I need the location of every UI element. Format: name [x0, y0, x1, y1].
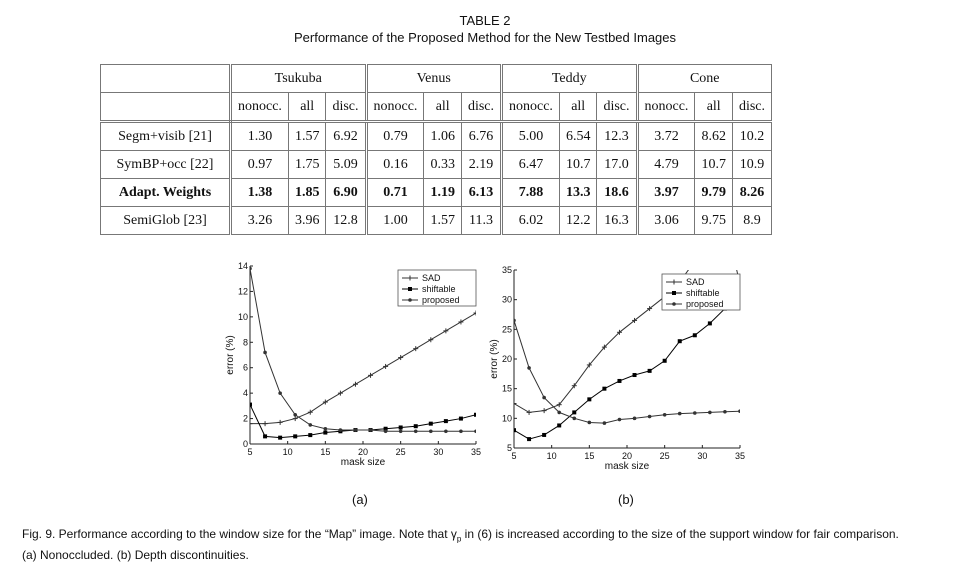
data-point — [474, 311, 479, 316]
data-point — [324, 427, 328, 431]
y-tick-label: 6 — [242, 362, 248, 373]
corner-cell — [101, 65, 231, 93]
table-cell: 1.30 — [231, 122, 289, 151]
table-cell: 8.9 — [732, 207, 771, 235]
data-point — [693, 333, 697, 337]
x-tick-label: 35 — [470, 447, 482, 457]
table-cell: 7.88 — [502, 179, 560, 207]
y-tick-label: 10 — [237, 311, 248, 322]
data-point — [557, 423, 561, 427]
series-line — [250, 313, 476, 424]
table-cell: 1.57 — [424, 207, 462, 235]
y-tick-label: 2 — [242, 413, 248, 424]
table-cell: 0.16 — [366, 151, 424, 179]
data-point — [587, 397, 591, 401]
y-tick-label: 30 — [501, 294, 512, 305]
series-proposed — [512, 319, 742, 425]
table-cell: 4.79 — [637, 151, 695, 179]
data-point — [708, 321, 712, 325]
data-point — [278, 391, 282, 395]
table-cell: 0.33 — [424, 151, 462, 179]
data-point — [617, 379, 621, 383]
metric-header: disc. — [732, 93, 771, 122]
table-header-datasets — [101, 65, 772, 93]
figure-caption — [22, 526, 962, 564]
data-point — [398, 355, 403, 360]
table-cell: 1.00 — [366, 207, 424, 235]
table-row — [101, 179, 772, 207]
table-cell: 6.02 — [502, 207, 560, 235]
data-point — [512, 401, 517, 406]
data-point — [527, 366, 531, 370]
y-axis-label: error (%) — [489, 339, 500, 379]
data-point — [648, 415, 652, 419]
data-point — [459, 417, 463, 421]
table-cell: 0.79 — [366, 122, 424, 151]
y-tick-label: 20 — [501, 354, 512, 364]
table-cell: 11.3 — [461, 207, 501, 235]
data-point — [414, 429, 418, 433]
caption-line1: Fig. 9. Performance according to the window size for the “Map” image. Note that γ — [22, 527, 457, 541]
series-SAD — [512, 214, 743, 415]
y-axis-label: error (%) — [225, 335, 236, 375]
table-cell: 0.71 — [366, 179, 424, 207]
data-point — [263, 421, 268, 426]
table-cell: 3.96 — [288, 207, 326, 235]
dataset-header: Cone — [637, 65, 772, 93]
data-point — [707, 235, 712, 240]
table-cell: 2.19 — [461, 151, 501, 179]
legend-label: proposed — [686, 299, 724, 309]
x-tick-label: 30 — [697, 451, 708, 461]
series-line — [514, 320, 740, 423]
table-cell: 12.8 — [326, 207, 366, 235]
data-point — [399, 425, 403, 429]
metric-header: nonocc. — [366, 93, 424, 122]
table-cell: 9.75 — [695, 207, 733, 235]
data-point — [618, 418, 622, 422]
table-cell: 5.09 — [326, 151, 366, 179]
data-point — [572, 417, 576, 421]
metric-header: disc. — [326, 93, 366, 122]
method-name: SemiGlob [23] — [101, 207, 231, 235]
data-point — [354, 428, 358, 432]
legend-label: shiftable — [422, 284, 456, 294]
data-point — [308, 423, 312, 427]
series-SAD — [248, 311, 479, 427]
y-tick-label: 0 — [242, 439, 248, 449]
table-cell: 12.3 — [597, 122, 637, 151]
table-cell: 12.2 — [559, 207, 597, 235]
data-point — [429, 422, 433, 426]
y-tick-label: 25 — [501, 324, 512, 335]
x-tick-label: 15 — [584, 451, 595, 461]
data-point — [444, 419, 448, 423]
results-table — [100, 64, 772, 235]
legend-label: SAD — [422, 273, 441, 283]
chart-b-svg — [486, 262, 756, 474]
dataset-header: Tsukuba — [231, 65, 367, 93]
x-tick-label: 20 — [357, 447, 369, 457]
data-point — [542, 433, 546, 437]
data-point — [293, 413, 297, 417]
data-point — [459, 429, 463, 433]
data-point — [323, 431, 327, 435]
method-name: Segm+visib [21] — [101, 122, 231, 151]
table-row — [101, 122, 772, 151]
data-point — [429, 429, 433, 433]
table-cell: 1.85 — [288, 179, 326, 207]
table-cell: 6.47 — [502, 151, 560, 179]
table-cell: 10.7 — [559, 151, 597, 179]
data-point — [572, 410, 576, 414]
y-tick-label: 5 — [506, 443, 512, 453]
series-line — [514, 297, 740, 439]
table-cell: 10.9 — [732, 151, 771, 179]
data-point — [369, 428, 373, 432]
table-cell: 1.06 — [424, 122, 462, 151]
data-point — [399, 429, 403, 433]
dataset-header: Venus — [366, 65, 502, 93]
y-tick-label: 4 — [242, 388, 248, 399]
data-point — [633, 417, 637, 421]
table-title: Performance of the Proposed Method for the New Testbed Images — [293, 30, 677, 45]
legend-label: shiftable — [686, 288, 720, 298]
series-line — [514, 217, 740, 413]
table-cell: 1.38 — [231, 179, 289, 207]
subcaption-a: (a) — [352, 492, 368, 507]
data-point — [308, 433, 312, 437]
table-cell: 3.06 — [637, 207, 695, 235]
table-label: TABLE 2 — [459, 13, 511, 28]
y-tick-label: 35 — [501, 265, 512, 275]
data-point — [278, 420, 283, 425]
table-cell: 3.97 — [637, 179, 695, 207]
table-cell: 13.3 — [559, 179, 597, 207]
method-name: SymBP+occ [22] — [101, 151, 231, 179]
data-point — [542, 396, 546, 400]
table-cell: 10.2 — [732, 122, 771, 151]
data-point — [588, 421, 592, 425]
data-point — [527, 437, 531, 441]
data-point — [293, 434, 297, 438]
data-point — [368, 373, 373, 378]
table-cell: 1.75 — [288, 151, 326, 179]
data-point — [458, 319, 463, 324]
table-cell: 9.79 — [695, 179, 733, 207]
data-point — [428, 337, 433, 342]
chart-a — [222, 258, 492, 475]
data-point — [278, 436, 282, 440]
x-axis-label: mask size — [340, 457, 386, 468]
data-point — [648, 369, 652, 373]
x-tick-label: 25 — [659, 451, 670, 461]
y-tick-label: 14 — [237, 261, 248, 271]
caption-subscript: p — [456, 534, 462, 544]
metric-header: nonocc. — [231, 93, 289, 122]
metric-header: all — [288, 93, 326, 122]
data-point — [708, 411, 712, 415]
data-point — [248, 421, 253, 426]
data-point — [353, 382, 358, 387]
metric-header: disc. — [461, 93, 501, 122]
table-cell: 6.76 — [461, 122, 501, 151]
data-point — [339, 428, 343, 432]
dataset-header: Teddy — [502, 65, 638, 93]
data-point — [603, 421, 607, 425]
table-cell: 6.54 — [559, 122, 597, 151]
data-point — [263, 351, 267, 355]
data-point — [248, 403, 252, 407]
table-cell: 6.13 — [461, 179, 501, 207]
x-tick-label: 10 — [282, 447, 293, 457]
data-point — [293, 416, 298, 421]
table-cell: 17.0 — [597, 151, 637, 179]
metric-header: all — [559, 93, 597, 122]
y-tick-label: 10 — [501, 413, 512, 424]
data-point — [474, 429, 478, 433]
metric-header: all — [424, 93, 462, 122]
data-point — [663, 413, 667, 417]
table-cell: 8.62 — [695, 122, 733, 151]
data-point — [678, 339, 682, 343]
data-point — [557, 411, 561, 415]
y-tick-label: 12 — [237, 286, 248, 297]
table-cell: 16.3 — [597, 207, 637, 235]
metric-header: nonocc. — [637, 93, 695, 122]
subcaption-b: (b) — [618, 492, 634, 507]
legend-label: SAD — [686, 277, 705, 287]
x-tick-label: 15 — [320, 447, 331, 457]
data-point — [692, 259, 697, 264]
method-name: Adapt. Weights — [101, 179, 231, 207]
table-cell: 10.7 — [695, 151, 733, 179]
metric-header: nonocc. — [502, 93, 560, 122]
caption-line1-end: in (6) is increased according to the size of the support window for fair comparison. — [461, 527, 899, 541]
x-tick-label: 5 — [247, 447, 253, 457]
table-row — [101, 151, 772, 179]
data-point — [512, 428, 516, 432]
table-cell: 3.72 — [637, 122, 695, 151]
metric-header: all — [695, 93, 733, 122]
data-point — [723, 410, 727, 414]
table-cell: 3.26 — [231, 207, 289, 235]
series-shiftable — [248, 403, 478, 440]
data-point — [678, 412, 682, 416]
table-cell: 6.90 — [326, 179, 366, 207]
y-tick-label: 15 — [501, 383, 512, 394]
x-tick-label: 35 — [734, 451, 746, 461]
table-cell: 8.26 — [732, 179, 771, 207]
x-tick-label: 5 — [511, 451, 517, 461]
table-cell: 0.97 — [231, 151, 289, 179]
x-tick-label: 30 — [433, 447, 444, 457]
data-point — [444, 429, 448, 433]
table-cell: 18.6 — [597, 179, 637, 207]
table-cell: 6.92 — [326, 122, 366, 151]
data-point — [414, 424, 418, 428]
chart-a-svg — [222, 258, 492, 470]
metric-header: disc. — [597, 93, 637, 122]
data-point — [527, 410, 532, 415]
data-point — [248, 267, 252, 271]
table-header-metrics — [101, 93, 772, 122]
data-point — [602, 387, 606, 391]
data-point — [663, 359, 667, 363]
table-cell: 1.57 — [288, 122, 326, 151]
data-point — [693, 411, 697, 415]
x-axis-label: mask size — [604, 461, 650, 472]
table-row — [101, 207, 772, 235]
data-point — [383, 364, 388, 369]
legend-label: proposed — [422, 295, 460, 305]
data-point — [384, 429, 388, 433]
data-point — [633, 373, 637, 377]
data-point — [512, 319, 516, 323]
data-point — [474, 413, 478, 417]
x-tick-label: 25 — [395, 447, 406, 457]
data-point — [413, 346, 418, 351]
table-cell: 1.19 — [424, 179, 462, 207]
corner-cell — [101, 93, 231, 122]
chart-b — [486, 262, 756, 479]
data-point — [443, 328, 448, 333]
x-tick-label: 20 — [621, 451, 633, 461]
data-point — [338, 391, 343, 396]
data-point — [263, 434, 267, 438]
y-tick-label: 8 — [242, 337, 248, 348]
table-cell: 5.00 — [502, 122, 560, 151]
x-tick-label: 10 — [546, 451, 557, 461]
data-point — [542, 408, 547, 413]
caption-line2: (a) Nonoccluded. (b) Depth discontinuities. — [22, 548, 249, 563]
data-point — [738, 409, 742, 413]
